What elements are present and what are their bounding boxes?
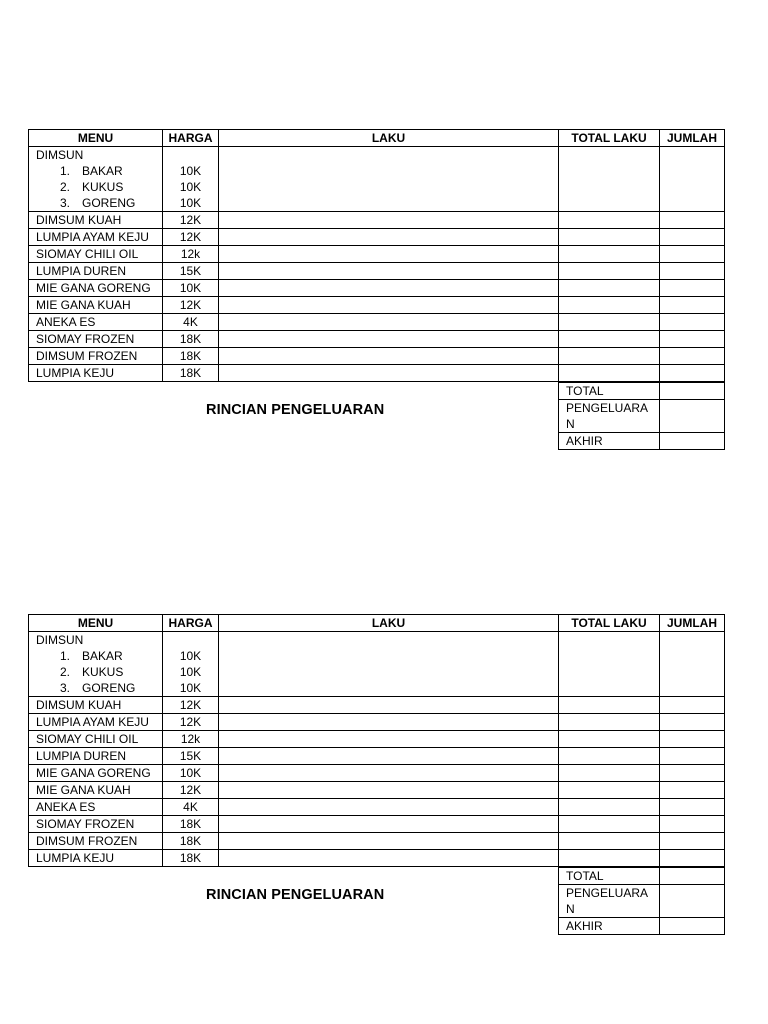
menu-cell: ANEKA ES — [29, 799, 163, 816]
total-laku-cell[interactable] — [559, 365, 660, 382]
sales-sheet-2 — [28, 614, 724, 933]
list-number: 1. — [59, 164, 70, 178]
jumlah-cell[interactable] — [660, 748, 725, 765]
laku-cell[interactable] — [219, 246, 559, 263]
laku-cell[interactable] — [219, 816, 559, 833]
list-label: BAKAR — [82, 649, 123, 663]
list-label: GORENG — [82, 681, 136, 695]
menu-cell: DIMSUM KUAH — [29, 212, 163, 229]
summary-label-akhir: AKHIR — [559, 918, 660, 935]
price-cell: 10K — [163, 765, 219, 782]
price-cell: 10K — [163, 280, 219, 297]
summary-value-pengeluaran[interactable] — [660, 885, 725, 918]
laku-cell[interactable] — [219, 714, 559, 731]
price-value: 10K — [179, 164, 202, 178]
total-laku-cell[interactable] — [559, 731, 660, 748]
menu-cell: LUMPIA AYAM KEJU — [29, 229, 163, 246]
menu-cell: MIE GANA GORENG — [29, 280, 163, 297]
jumlah-cell[interactable] — [660, 697, 725, 714]
rincian-pengeluaran-title: RINCIAN PENGELUARAN — [206, 887, 385, 903]
list-item — [36, 195, 162, 211]
summary-row-total — [559, 383, 725, 400]
laku-cell[interactable] — [219, 263, 559, 280]
total-laku-cell[interactable] — [559, 816, 660, 833]
menu-cell: SIOMAY CHILI OIL — [29, 731, 163, 748]
list-item — [36, 664, 162, 680]
menu-cell: MIE GANA GORENG — [29, 765, 163, 782]
jumlah-cell[interactable] — [660, 246, 725, 263]
price-cell: 12K — [163, 229, 219, 246]
header-menu: MENU — [29, 130, 163, 147]
header-row — [29, 130, 725, 147]
summary-value-total[interactable] — [660, 383, 725, 400]
summary-label-pengeluaran — [559, 400, 660, 433]
laku-cell[interactable] — [219, 632, 559, 697]
total-laku-cell[interactable] — [559, 799, 660, 816]
menu-cell: DIMSUM FROZEN — [29, 348, 163, 365]
list-number: 3. — [59, 196, 70, 210]
jumlah-cell[interactable] — [660, 280, 725, 297]
laku-cell[interactable] — [219, 212, 559, 229]
jumlah-cell[interactable] — [660, 212, 725, 229]
table-row — [29, 229, 725, 246]
list-label: GORENG — [82, 196, 136, 210]
laku-cell[interactable] — [219, 782, 559, 799]
laku-cell[interactable] — [219, 799, 559, 816]
table-row — [29, 850, 725, 867]
dimsun-title: DIMSUN — [36, 633, 84, 647]
jumlah-cell[interactable] — [660, 297, 725, 314]
summary-table — [558, 867, 725, 935]
price-cell: 15K — [163, 748, 219, 765]
list-item — [36, 163, 162, 179]
menu-cell: LUMPIA AYAM KEJU — [29, 714, 163, 731]
summary-label-total: TOTAL — [559, 868, 660, 885]
header-jumlah: JUMLAH — [660, 615, 725, 632]
header-harga: HARGA — [163, 130, 219, 147]
list-number: 2. — [59, 180, 70, 194]
summary-value-akhir[interactable] — [660, 433, 725, 450]
jumlah-cell[interactable] — [660, 714, 725, 731]
total-laku-cell[interactable] — [559, 765, 660, 782]
total-laku-cell[interactable] — [559, 246, 660, 263]
jumlah-cell[interactable] — [660, 833, 725, 850]
jumlah-cell[interactable] — [660, 765, 725, 782]
table-row — [29, 731, 725, 748]
price-cell: 12K — [163, 714, 219, 731]
menu-table — [28, 614, 725, 867]
laku-cell[interactable] — [219, 147, 559, 212]
menu-cell: SIOMAY CHILI OIL — [29, 246, 163, 263]
price-value: 10K — [179, 196, 202, 210]
laku-cell[interactable] — [219, 697, 559, 714]
total-laku-cell[interactable] — [559, 833, 660, 850]
laku-cell[interactable] — [219, 348, 559, 365]
summary-value-total[interactable] — [660, 868, 725, 885]
price-cell: 12K — [163, 697, 219, 714]
total-laku-cell[interactable] — [559, 697, 660, 714]
total-laku-cell[interactable] — [559, 263, 660, 280]
laku-cell[interactable] — [219, 850, 559, 867]
list-item — [36, 648, 162, 664]
price-cell: 4K — [163, 799, 219, 816]
table-row — [29, 331, 725, 348]
jumlah-cell[interactable] — [660, 365, 725, 382]
table-row — [29, 833, 725, 850]
menu-cell: LUMPIA DUREN — [29, 748, 163, 765]
list-number: 3. — [59, 681, 70, 695]
jumlah-cell[interactable] — [660, 799, 725, 816]
dimsun-harga-cell — [163, 147, 219, 212]
summary-row-pengeluaran — [559, 400, 725, 433]
jumlah-cell[interactable] — [660, 816, 725, 833]
jumlah-cell[interactable] — [660, 263, 725, 280]
table-row — [29, 799, 725, 816]
summary-label-line: N — [566, 417, 575, 431]
table-row — [29, 348, 725, 365]
header-jumlah: JUMLAH — [660, 130, 725, 147]
menu-cell: MIE GANA KUAH — [29, 297, 163, 314]
jumlah-cell[interactable] — [660, 348, 725, 365]
summary-label-total: TOTAL — [559, 383, 660, 400]
laku-cell[interactable] — [219, 229, 559, 246]
list-label: KUKUS — [82, 665, 124, 679]
summary-value-pengeluaran[interactable] — [660, 400, 725, 433]
menu-cell: LUMPIA DUREN — [29, 263, 163, 280]
laku-cell[interactable] — [219, 731, 559, 748]
list-label: BAKAR — [82, 164, 123, 178]
menu-cell: LUMPIA KEJU — [29, 850, 163, 867]
laku-cell[interactable] — [219, 748, 559, 765]
list-item — [36, 179, 162, 195]
jumlah-cell[interactable] — [660, 782, 725, 799]
menu-table — [28, 129, 725, 382]
total-laku-cell[interactable] — [559, 714, 660, 731]
table-row-dimsun — [29, 632, 725, 697]
header-laku: LAKU — [219, 130, 559, 147]
menu-cell: SIOMAY FROZEN — [29, 331, 163, 348]
header-total-laku: TOTAL LAKU — [559, 130, 660, 147]
list-number: 2. — [59, 665, 70, 679]
summary-row-pengeluaran — [559, 885, 725, 918]
price-value: 10K — [179, 649, 202, 663]
dimsun-menu-cell — [29, 147, 163, 212]
summary-label-line: PENGELUARA — [566, 401, 649, 415]
price-cell: 15K — [163, 263, 219, 280]
jumlah-cell[interactable] — [660, 331, 725, 348]
price-cell: 12K — [163, 782, 219, 799]
menu-cell: DIMSUM KUAH — [29, 697, 163, 714]
table-row — [29, 748, 725, 765]
total-laku-cell[interactable] — [559, 297, 660, 314]
laku-cell[interactable] — [219, 765, 559, 782]
list-label: KUKUS — [82, 180, 124, 194]
jumlah-cell[interactable] — [660, 229, 725, 246]
summary-label-pengeluaran — [559, 885, 660, 918]
total-laku-cell[interactable] — [559, 229, 660, 246]
table-row — [29, 365, 725, 382]
summary-label-line: PENGELUARA — [566, 886, 649, 900]
jumlah-cell[interactable] — [660, 147, 725, 212]
jumlah-cell[interactable] — [660, 314, 725, 331]
price-value: 10K — [179, 665, 202, 679]
header-menu: MENU — [29, 615, 163, 632]
summary-row-akhir — [559, 918, 725, 935]
table-row — [29, 714, 725, 731]
table-row — [29, 782, 725, 799]
price-cell: 12K — [163, 297, 219, 314]
header-harga: HARGA — [163, 615, 219, 632]
summary-table — [558, 382, 725, 450]
summary-label-akhir: AKHIR — [559, 433, 660, 450]
price-cell: 18K — [163, 816, 219, 833]
laku-cell[interactable] — [219, 314, 559, 331]
table-row — [29, 297, 725, 314]
price-value: 10K — [179, 681, 202, 695]
total-laku-cell[interactable] — [559, 314, 660, 331]
summary-row-total — [559, 868, 725, 885]
table-row-dimsun — [29, 147, 725, 212]
laku-cell[interactable] — [219, 331, 559, 348]
total-laku-cell[interactable] — [559, 212, 660, 229]
table-row — [29, 765, 725, 782]
list-number: 1. — [59, 649, 70, 663]
table-row — [29, 697, 725, 714]
total-laku-cell[interactable] — [559, 331, 660, 348]
sales-sheet-1 — [28, 129, 724, 448]
price-cell: 18K — [163, 850, 219, 867]
price-cell: 18K — [163, 331, 219, 348]
price-cell: 18K — [163, 348, 219, 365]
menu-cell: DIMSUM FROZEN — [29, 833, 163, 850]
table-row — [29, 314, 725, 331]
menu-cell: LUMPIA KEJU — [29, 365, 163, 382]
header-laku: LAKU — [219, 615, 559, 632]
laku-cell[interactable] — [219, 297, 559, 314]
dimsun-title: DIMSUN — [36, 148, 84, 162]
total-laku-cell[interactable] — [559, 782, 660, 799]
menu-cell: SIOMAY FROZEN — [29, 816, 163, 833]
laku-cell[interactable] — [219, 365, 559, 382]
dimsun-harga-cell — [163, 632, 219, 697]
total-laku-cell[interactable] — [559, 632, 660, 697]
table-row — [29, 263, 725, 280]
rincian-pengeluaran-title: RINCIAN PENGELUARAN — [206, 402, 385, 418]
list-item — [36, 680, 162, 696]
price-cell: 18K — [163, 833, 219, 850]
total-laku-cell[interactable] — [559, 748, 660, 765]
laku-cell[interactable] — [219, 833, 559, 850]
price-cell: 18K — [163, 365, 219, 382]
menu-cell: MIE GANA KUAH — [29, 782, 163, 799]
menu-cell: ANEKA ES — [29, 314, 163, 331]
summary-row-akhir — [559, 433, 725, 450]
table-row — [29, 280, 725, 297]
jumlah-cell[interactable] — [660, 850, 725, 867]
total-laku-cell[interactable] — [559, 850, 660, 867]
total-laku-cell[interactable] — [559, 348, 660, 365]
laku-cell[interactable] — [219, 280, 559, 297]
jumlah-cell[interactable] — [660, 632, 725, 697]
table-row — [29, 212, 725, 229]
total-laku-cell[interactable] — [559, 147, 660, 212]
summary-label-line: N — [566, 902, 575, 916]
total-laku-cell[interactable] — [559, 280, 660, 297]
price-value: 10K — [179, 180, 202, 194]
price-cell: 12k — [163, 731, 219, 748]
summary-value-akhir[interactable] — [660, 918, 725, 935]
jumlah-cell[interactable] — [660, 731, 725, 748]
dimsun-menu-cell — [29, 632, 163, 697]
header-row — [29, 615, 725, 632]
price-cell: 12k — [163, 246, 219, 263]
table-row — [29, 246, 725, 263]
table-row — [29, 816, 725, 833]
header-total-laku: TOTAL LAKU — [559, 615, 660, 632]
price-cell: 12K — [163, 212, 219, 229]
price-cell: 4K — [163, 314, 219, 331]
